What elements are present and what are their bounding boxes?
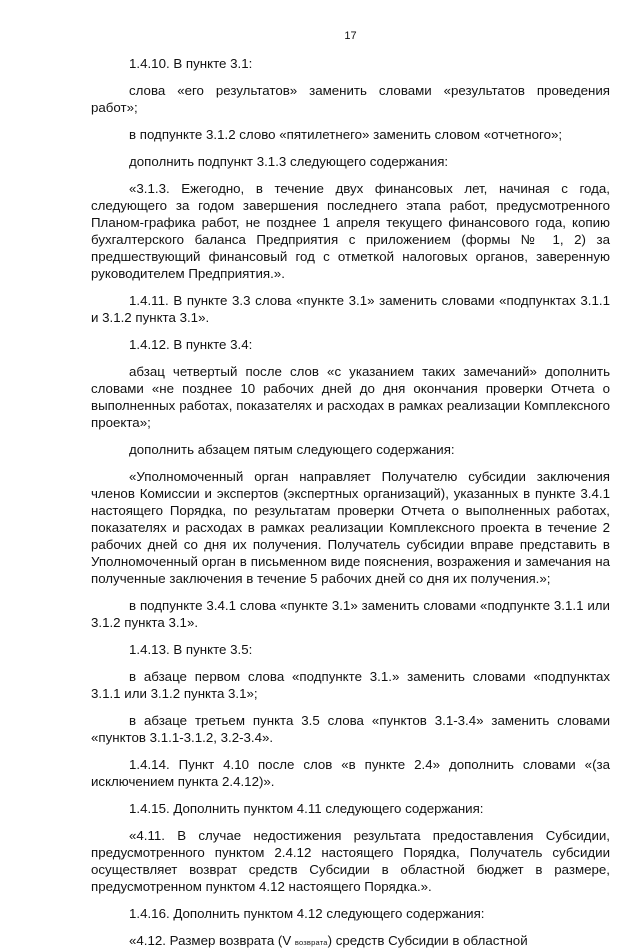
paragraph-first-abzac: в абзаце первом слова «подпункте 3.1.» заменить словами «подпунктах 3.1.1 или 3.1.2 пункта 3.1»;	[91, 669, 610, 701]
paragraph-add-3-1-3: дополнить подпункт 3.1.3 следующего содержания:	[129, 154, 449, 169]
paragraph-1-4-13: 1.4.13. В пункте 3.5:	[129, 642, 253, 657]
paragraph-1-4-14: 1.4.14. Пункт 4.10 после слов «в пункте 2.4» дополнить словами «(за исключением пункта 2.4.12)».	[91, 757, 610, 789]
paragraph-authorized-body: «Уполномоченный орган направляет Получателю субсидии заключения членов Комиссии и экспертов (экспертных организаций), указанных в пункте 3.4.1 настоящего Порядка, по результатам проверки Отчета о выполненных работах, показателях и расходах в рамках реализации Комплексного проекта в течение 2 рабочих дней со дня их получения. Получатель субсидии вправе представить в Уполномоченный орган в письменном виде пояснения, возражения и замечания на полученные заключения в течение 5 рабочих дней со дня их получения.»;	[91, 469, 610, 586]
paragraph-1-4-16: 1.4.16. Дополнить пунктом 4.12 следующего содержания:	[129, 906, 485, 921]
paragraph-3-1-3-text: «3.1.3. Ежегодно, в течение двух финансовых лет, начиная с года, следующего за годом завершения последнего этапа работ, предусмотренного Планом-графика работ, не позднее 1 апреля текущего финансового года, копию бухгалтерского баланса Предприятия с приложением (формы № 1, 2) за предшествующий финансовый год с отметкой налоговых органов, заверенную руководителем Предприятия.».	[91, 181, 610, 281]
paragraph-subclause-3-1-2: в подпункте 3.1.2 слово «пятилетнего» заменить словом «отчетного»;	[129, 127, 563, 142]
paragraph-1-4-15: 1.4.15. Дополнить пунктом 4.11 следующего содержания:	[129, 801, 484, 816]
paragraph-add-fifth-abzac: дополнить абзацем пятым следующего содержания:	[129, 442, 455, 457]
paragraph-1-4-10: 1.4.10. В пункте 3.1:	[129, 56, 253, 71]
subscript-vozvrata: возврата	[294, 938, 328, 947]
paragraph-1-4-11: 1.4.11. В пункте 3.3 слова «пункте 3.1» заменить словами «подпунктах 3.1.1 и 3.1.2 пункта 3.1».	[91, 293, 610, 325]
page-number: 17	[344, 30, 357, 42]
paragraph-4-12-text	[91, 932, 610, 951]
paragraph-words-replace: слова «его результатов» заменить словами «результатов проведения работ»;	[91, 83, 610, 115]
paragraph-third-abzac: в абзаце третьем пункта 3.5 слова «пунктов 3.1-3.4» заменить словами «пунктов 3.1.1-3.1.2, 3.2-3.4».	[91, 713, 610, 745]
paragraph-1-4-12: 1.4.12. В пункте 3.4:	[129, 337, 253, 352]
paragraph-4-12-before: «4.12. Размер возврата (V	[129, 933, 295, 948]
paragraph-4-12-after: ) средств Субсидии в областной	[327, 933, 528, 948]
paragraph-subclause-3-4-1: в подпункте 3.4.1 слова «пункте 3.1» заменить словами «подпункте 3.1.1 или 3.1.2 пункта 3.1».	[91, 598, 610, 630]
paragraph-fourth-abzac: абзац четвертый после слов «с указанием таких замечаний» дополнить словами «не позднее 10 рабочих дней до дня окончания проверки Отчета о выполненных работах, показателях и расходах в рамках реализации Комплексного проекта»;	[91, 364, 610, 430]
paragraph-4-11-text: «4.11. В случае недостижения результата предоставления Субсидии, предусмотренного пунктом 2.4.12 настоящего Порядка, Получатель субсидии осуществляет возврат средств Субсидии в областной бюджет в размере, предусмотренном пунктом 4.12 настоящего Порядка.».	[91, 828, 610, 894]
